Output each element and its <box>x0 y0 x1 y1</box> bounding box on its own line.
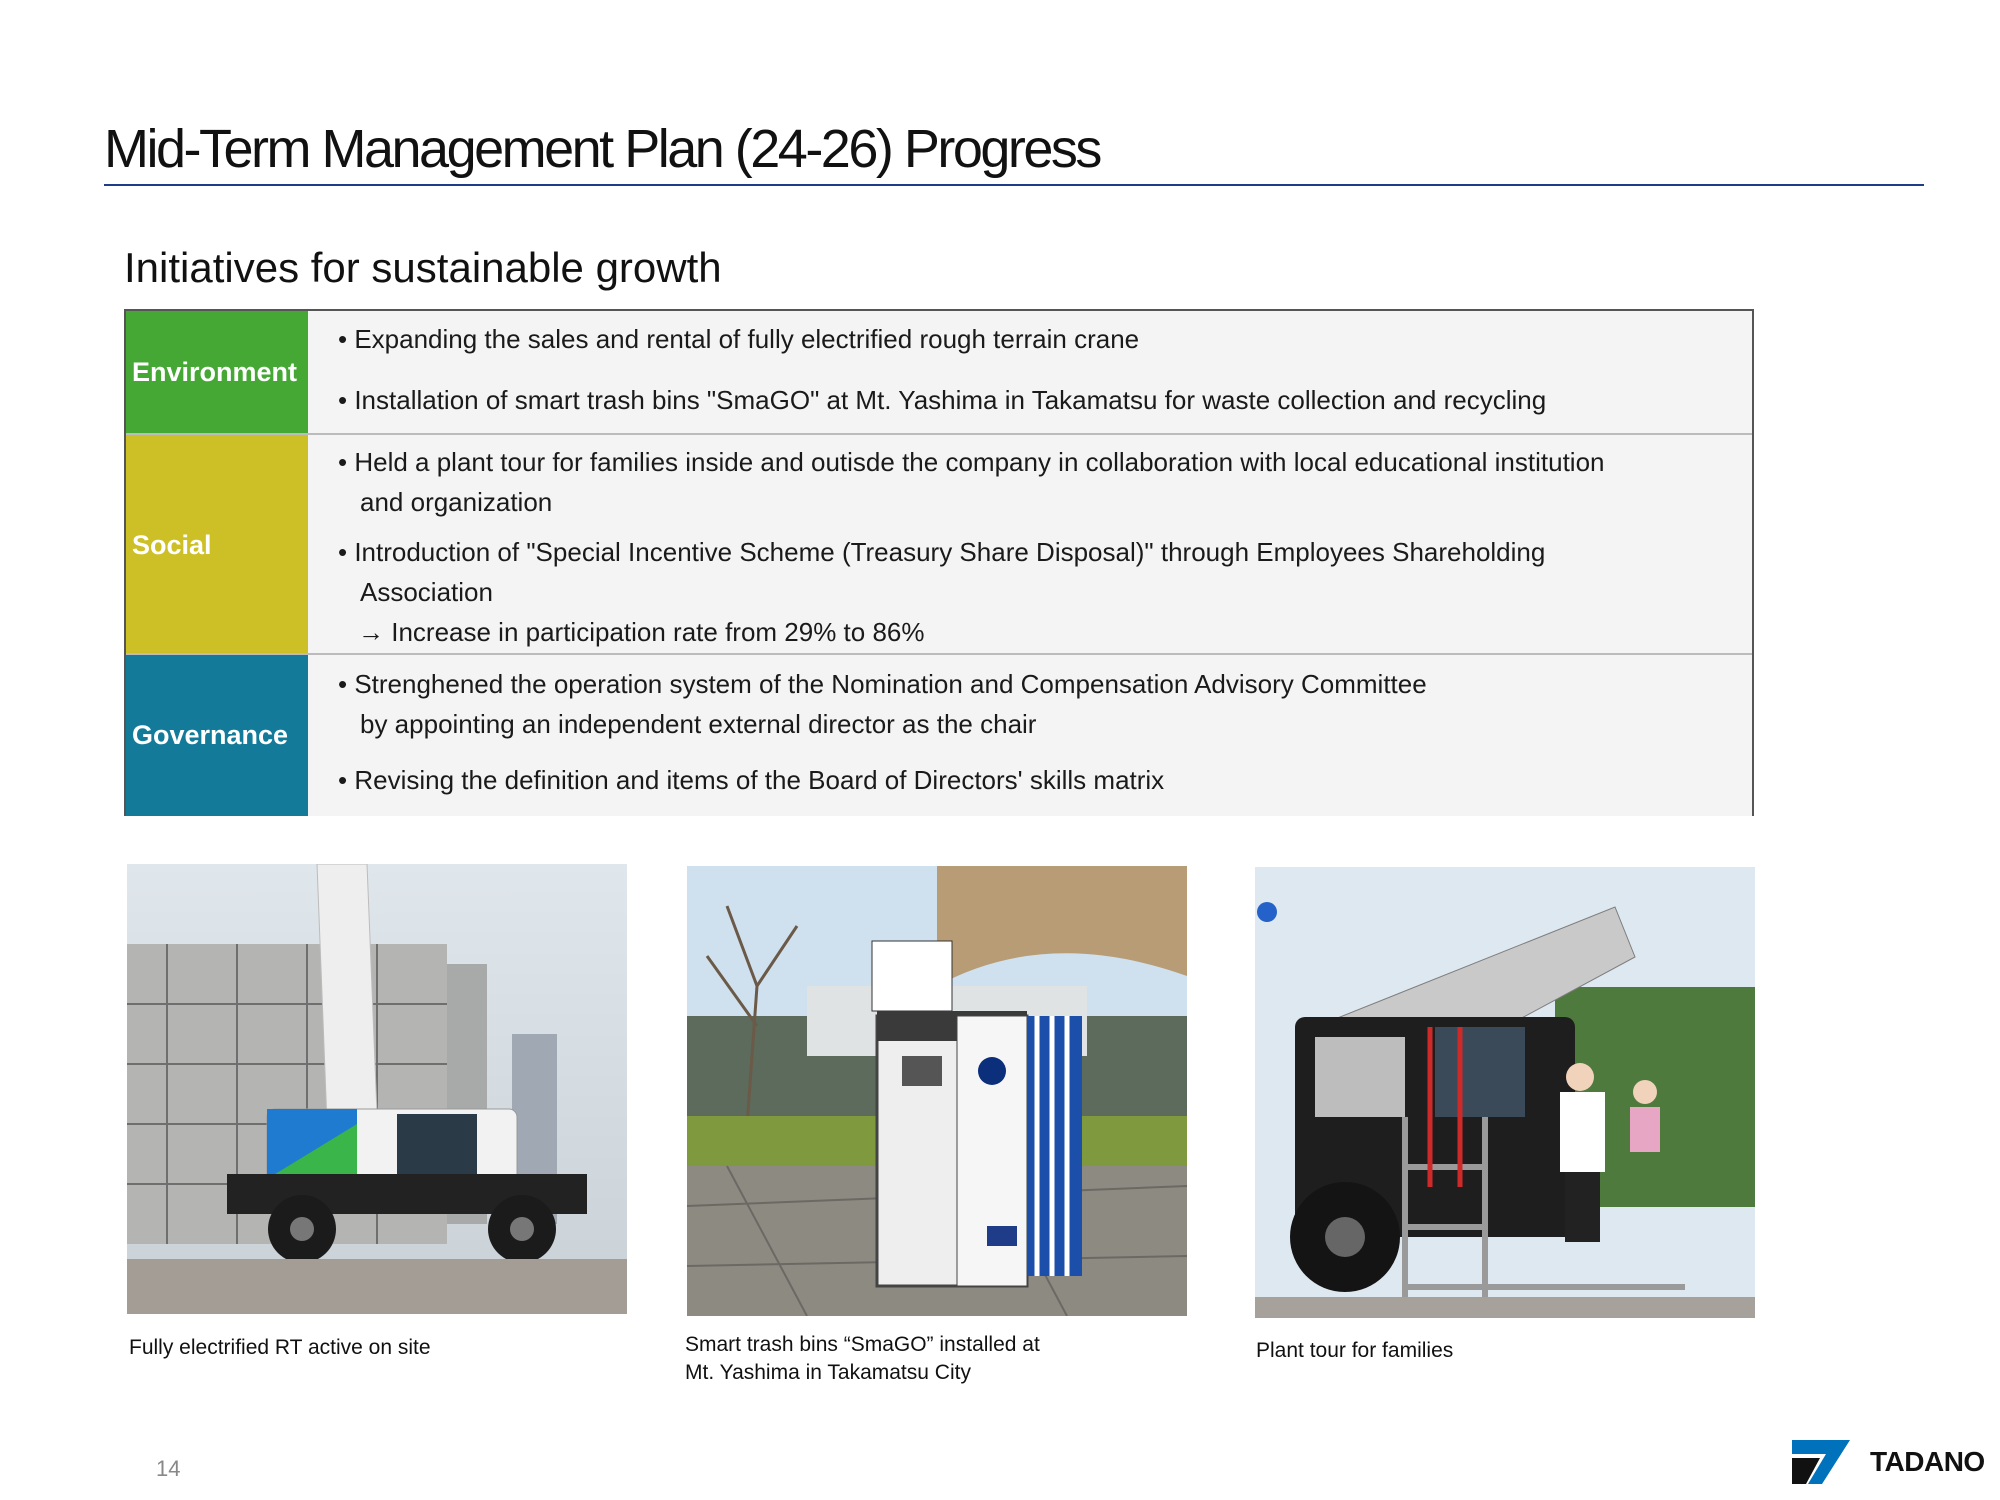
photo-smago-bins <box>687 866 1187 1316</box>
logo-text: TADANO <box>1870 1446 1985 1477</box>
caption-line: Smart trash bins “SmaGO” installed at <box>685 1333 1040 1356</box>
caption-line: Plant tour for families <box>1256 1339 1454 1362</box>
caption-plant-tour <box>1256 1337 1453 1365</box>
esg-label-social: Social <box>126 435 308 655</box>
esg-label-environment: Environment <box>126 311 308 433</box>
photo-plant-tour <box>1255 867 1755 1318</box>
esg-body-environment <box>308 311 1752 433</box>
esg-line: • Strenghened the operation system of the Nomination and Compensation Advisory Committee <box>338 669 1427 699</box>
esg-line: → Increase in participation rate from 29% to 86% <box>358 617 925 647</box>
caption-smago-bins <box>685 1331 1040 1387</box>
esg-row-governance <box>126 653 1752 816</box>
caption-line: Mt. Yashima in Takamatsu City <box>685 1361 971 1384</box>
title-divider <box>104 184 1924 186</box>
caption-electric-crane <box>129 1334 431 1362</box>
tadano-logo-icon <box>1792 1440 1850 1484</box>
esg-table <box>124 309 1754 816</box>
esg-line: by appointing an independent external director as the chair <box>360 709 1037 739</box>
esg-row-social <box>126 433 1752 655</box>
esg-body-governance <box>308 655 1752 816</box>
page-title: Mid-Term Management Plan (24-26) Progress <box>104 119 1100 179</box>
page-number: 14 <box>156 1456 181 1481</box>
photo-electric-crane <box>127 864 627 1314</box>
esg-line: • Introduction of "Special Incentive Scheme (Treasury Share Disposal)" through Employees Shareholding <box>338 537 1546 567</box>
tadano-logo <box>1792 1440 1985 1484</box>
esg-line: and organization <box>360 487 553 517</box>
esg-line: • Expanding the sales and rental of fully electrified rough terrain crane <box>338 324 1140 354</box>
esg-line: Association <box>360 577 493 607</box>
esg-body-social <box>308 435 1752 655</box>
esg-label-governance: Governance <box>126 655 308 816</box>
section-subtitle: Initiatives for sustainable growth <box>124 244 722 291</box>
esg-line: • Held a plant tour for families inside and outisde the company in collaboration with local educational institution <box>338 447 1605 477</box>
esg-line: • Revising the definition and items of the Board of Directors' skills matrix <box>338 765 1165 795</box>
esg-row-environment <box>126 311 1752 433</box>
esg-line: • Installation of smart trash bins "SmaGO" at Mt. Yashima in Takamatsu for waste collection and recycling <box>338 385 1547 415</box>
caption-line: Fully electrified RT active on site <box>129 1336 431 1359</box>
